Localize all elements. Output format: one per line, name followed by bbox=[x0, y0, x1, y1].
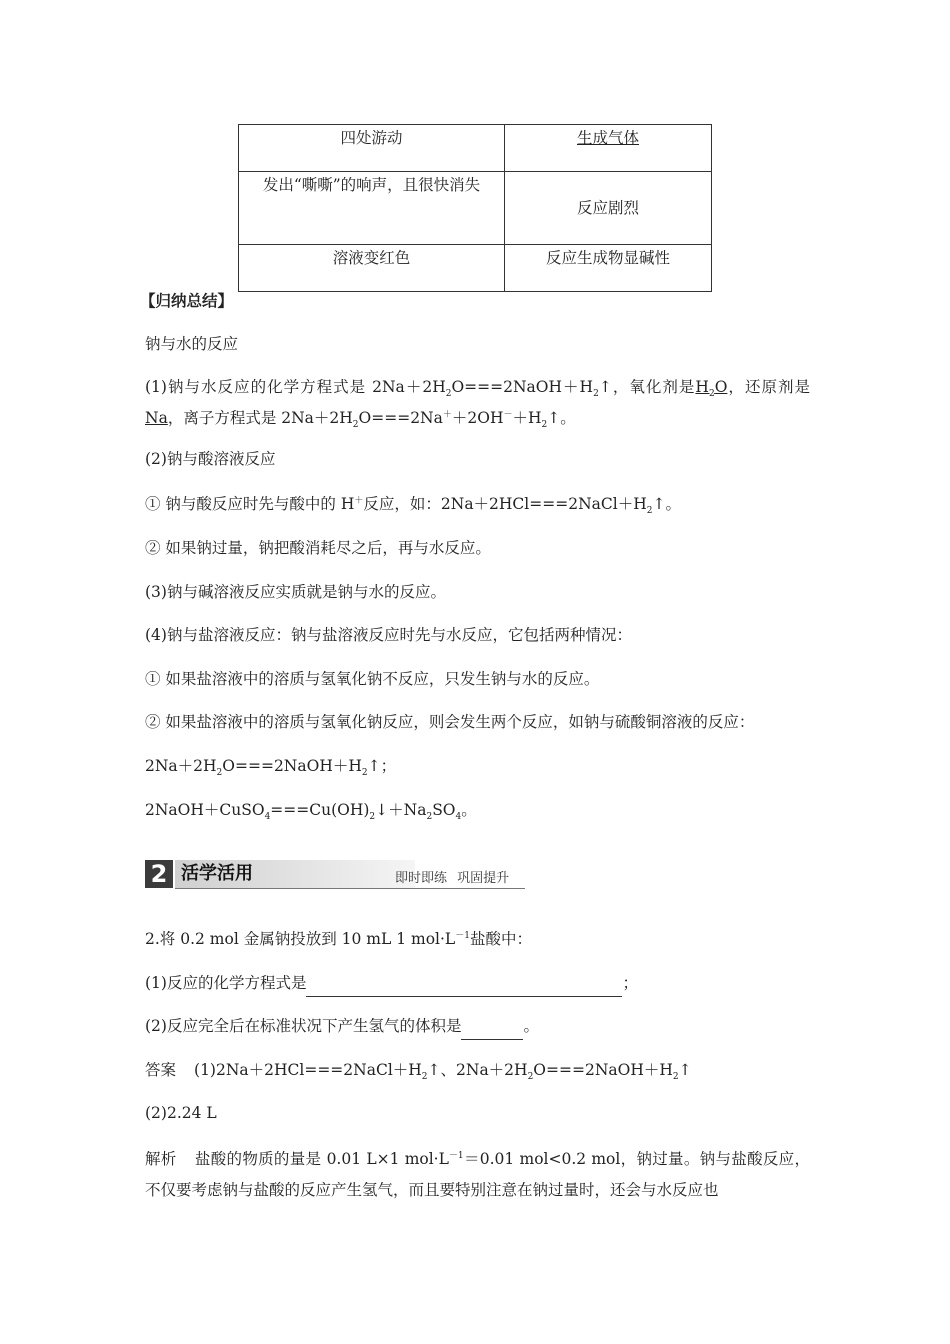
table-row bbox=[239, 125, 712, 172]
question-part-1: (1)反应的化学方程式是 ； bbox=[145, 970, 638, 997]
answer-line-2: (2)2.24 L bbox=[145, 1104, 217, 1122]
summary-paragraph-8: ② 如果盐溶液中的溶质与氢氧化钠反应，则会发生两个反应，如钠与硫酸铜溶液的反应： bbox=[145, 713, 755, 731]
question-part-2: (2)反应完全后在标准状况下产生氢气的体积是 。 bbox=[145, 1013, 539, 1040]
phenomenon-cell: 溶液变红色 bbox=[239, 245, 505, 292]
equation-2: $2NaOH+CuSO_4===Cu(OH)_2↓+Na_2SO_4$。 bbox=[145, 801, 477, 823]
answer-label: 答案 bbox=[145, 1061, 177, 1079]
question-stem: 2.将 0.2 mol 金属钠投放到 10 mL 1 $mol\cdot L^{-1}$盐酸中： bbox=[145, 930, 532, 948]
section-subtitle: 即时即练 巩固提升 bbox=[395, 871, 510, 886]
reductant-answer: Na bbox=[145, 409, 168, 427]
table-row bbox=[239, 245, 712, 292]
summary-topic: 钠与水的反应 bbox=[145, 335, 239, 353]
summary-paragraph-7: ① 如果盐溶液中的溶质与氢氧化钠不反应，只发生钠与水的反应。 bbox=[145, 670, 600, 688]
conclusion-cell: 反应剧烈 bbox=[505, 172, 712, 245]
conclusion-cell: 生成气体 bbox=[505, 125, 712, 172]
summary-paragraph-5: (3)钠与碱溶液反应实质就是钠与水的反应。 bbox=[145, 583, 446, 601]
equation-1: $2Na+2H_2O===2NaOH+H_2↑$； bbox=[145, 757, 397, 779]
summary-paragraph-1: (1)钠与水反应的化学方程式是 $2Na+2H_2O===2NaOH+H_2↑$，氧化剂是$H_2O$，还原剂是Na，离子方程式是 $2Na+2H_2O===2Na^++2OH^-+H_2↑$。 bbox=[145, 378, 810, 431]
analysis-paragraph: 解析 盐酸的物质的量是 0.01 L×1 $mol\cdot L^{-1}=0.01$ mol<0.2 mol，钠过量。钠与盐酸反应，不仅要考虑钠与盐酸的反应产生氢气，而且要特别注意在钠过量时，还会与水反应也 bbox=[145, 1150, 810, 1199]
table-row bbox=[239, 172, 712, 245]
phenomenon-cell: 四处游动 bbox=[239, 125, 505, 172]
summary-paragraph-4: ② 如果钠过量，钠把酸消耗尽之后，再与水反应。 bbox=[145, 539, 491, 557]
section-title: 活学活用 bbox=[181, 863, 253, 884]
section-number: 2 bbox=[145, 860, 173, 888]
summary-paragraph-2: (2)钠与酸溶液反应 bbox=[145, 450, 276, 468]
analysis-label: 解析 bbox=[145, 1150, 177, 1168]
answer-blank[interactable] bbox=[306, 970, 622, 997]
section-banner bbox=[145, 860, 525, 890]
summary-heading: 【归纳总结】 bbox=[140, 292, 234, 310]
summary-paragraph-3: ① 钠与酸反应时先与酸中的 H＋反应，如：$2Na+2HCl===2NaCl+H_2↑$。 bbox=[145, 495, 681, 517]
conclusion-cell: 反应生成物显碱性 bbox=[505, 245, 712, 292]
oxidant-answer: $H_2O$ bbox=[695, 378, 728, 400]
answer-line-1: 答案 $(1)2Na+2HCl===2NaCl+H_2↑$、$2Na+2H_2O===2NaOH+H_2↑$ bbox=[145, 1061, 692, 1083]
banner-divider bbox=[175, 888, 525, 889]
observation-table bbox=[238, 124, 712, 292]
answer-blank[interactable] bbox=[461, 1013, 523, 1040]
summary-paragraph-6: (4)钠与盐溶液反应：钠与盐溶液反应时先与水反应，它包括两种情况： bbox=[145, 626, 632, 644]
phenomenon-cell: 发出“嘶嘶”的响声，且很快消失 bbox=[239, 172, 505, 245]
